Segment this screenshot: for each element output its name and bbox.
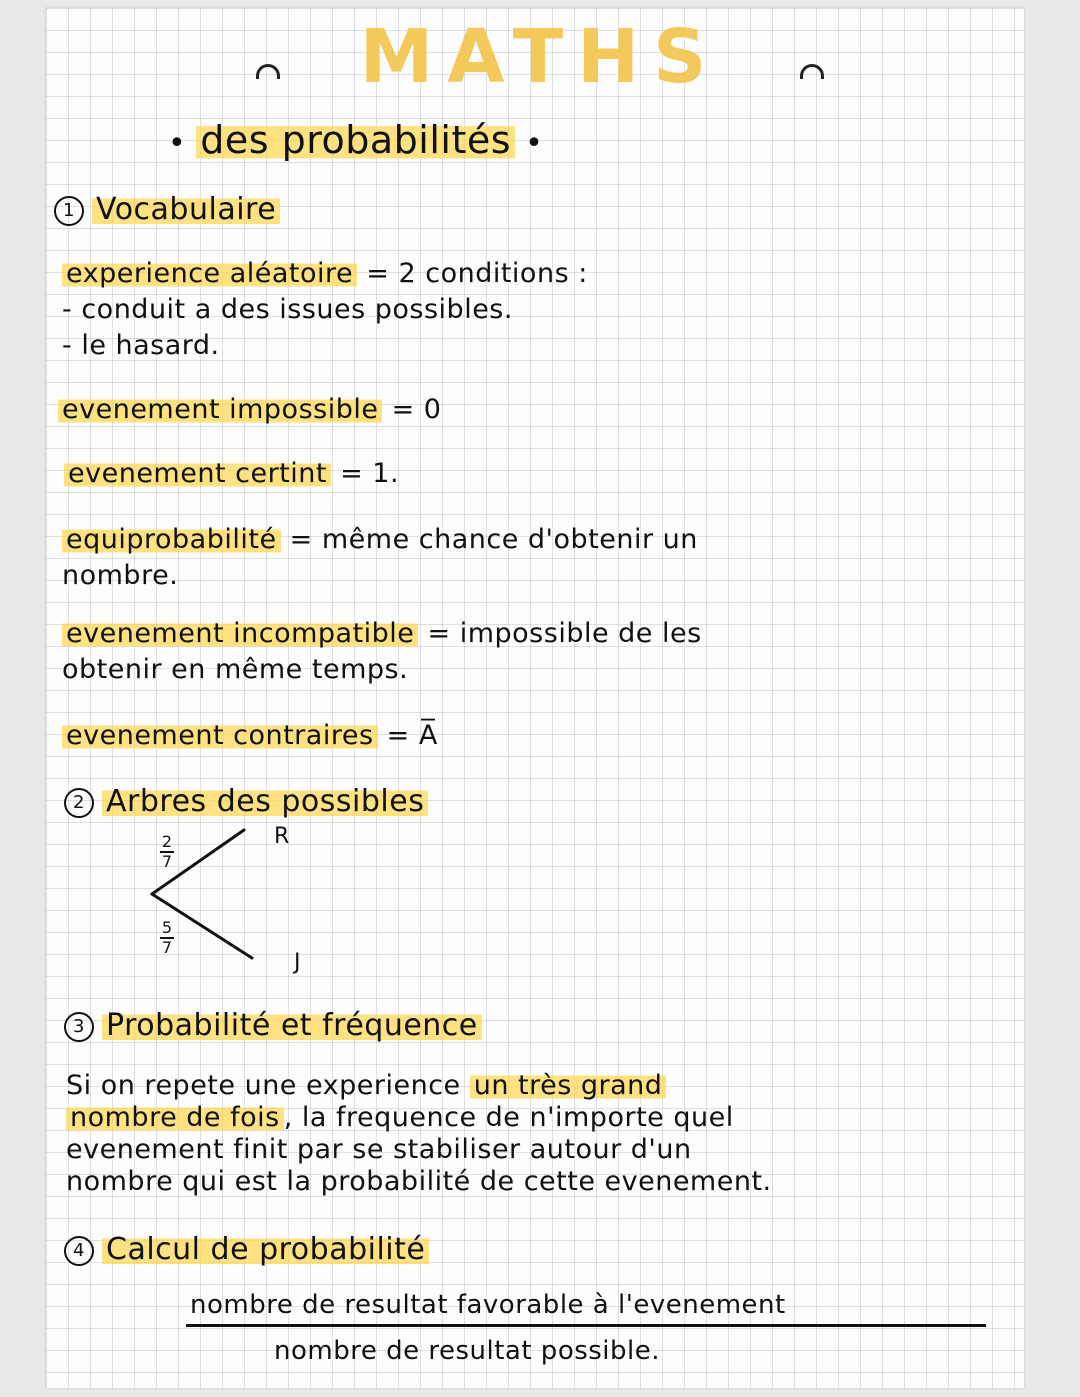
definition: = 2 conditions : <box>366 258 588 289</box>
section-title: Arbres des possibles <box>102 784 428 819</box>
highlight: un très grand <box>470 1070 667 1101</box>
numerator: 5 <box>161 918 173 937</box>
section-1-heading <box>54 192 280 227</box>
freq-line-1 <box>66 1070 666 1101</box>
definition: = 0 <box>391 394 442 425</box>
def-impossible <box>58 394 441 425</box>
section-4-heading <box>64 1232 429 1267</box>
text: Si on repete une experience <box>66 1070 470 1101</box>
def-incompatible-line2: obtenir en même temps. <box>62 654 409 685</box>
def-certain <box>64 458 399 489</box>
section-title: Vocabulaire <box>92 192 280 227</box>
def-equiprobabilite-line2: nombre. <box>62 560 179 591</box>
tree-label-bottom: J <box>294 950 301 975</box>
calc-fraction-bar <box>186 1324 986 1327</box>
freq-line-4: nombre qui est la probabilité de cette evenement. <box>66 1166 772 1197</box>
section-3-heading <box>64 1008 482 1043</box>
tree-label-top: R <box>274 824 290 849</box>
section-number: 1 <box>54 196 84 226</box>
section-title: Calcul de probabilité <box>102 1232 429 1267</box>
term: evenement contraires <box>62 720 378 751</box>
probability-tree <box>140 822 320 976</box>
tree-fraction-top <box>160 834 174 870</box>
definition: = A̅ <box>386 720 438 751</box>
denominator: 7 <box>161 852 173 871</box>
numerator: 2 <box>161 832 173 851</box>
def-incompatible <box>62 618 702 649</box>
term: evenement incompatible <box>62 618 418 649</box>
term: experience aléatoire <box>62 258 357 289</box>
section-number: 3 <box>64 1012 94 1042</box>
definition: = impossible de les <box>427 618 702 649</box>
freq-line-2 <box>66 1102 734 1133</box>
def-experience-line2: - le hasard. <box>62 330 220 361</box>
denominator: 7 <box>161 938 173 957</box>
text: , la frequence de n'importe quel <box>283 1102 734 1133</box>
section-2-heading <box>64 784 428 819</box>
page-title: MATHS <box>359 14 721 100</box>
section-title: Probabilité et fréquence <box>102 1008 482 1043</box>
section-number: 4 <box>64 1236 94 1266</box>
highlight: nombre de fois <box>66 1102 284 1133</box>
def-experience-line1: - conduit a des issues possibles. <box>62 294 513 325</box>
term: evenement impossible <box>58 394 382 425</box>
def-experience <box>62 258 588 289</box>
def-contraires <box>62 720 438 751</box>
bullet-dot: • <box>515 126 544 161</box>
subtitle-text: des probabilités <box>196 118 515 162</box>
term: equiprobabilité <box>62 524 281 555</box>
term: evenement certint <box>64 458 331 489</box>
bullet-dot: • <box>168 126 197 161</box>
def-equiprobabilite <box>62 524 698 555</box>
page-subtitle <box>168 118 543 162</box>
freq-line-3: evenement finit par se stabiliser autour d'un <box>66 1134 692 1165</box>
section-number: 2 <box>64 788 94 818</box>
tree-fraction-bottom <box>160 920 174 956</box>
definition: = 1. <box>340 458 400 489</box>
definition: = même chance d'obtenir un <box>289 524 698 555</box>
calc-denominator: nombre de resultat possible. <box>274 1336 661 1366</box>
calc-numerator: nombre de resultat favorable à l'evenement <box>190 1290 786 1320</box>
